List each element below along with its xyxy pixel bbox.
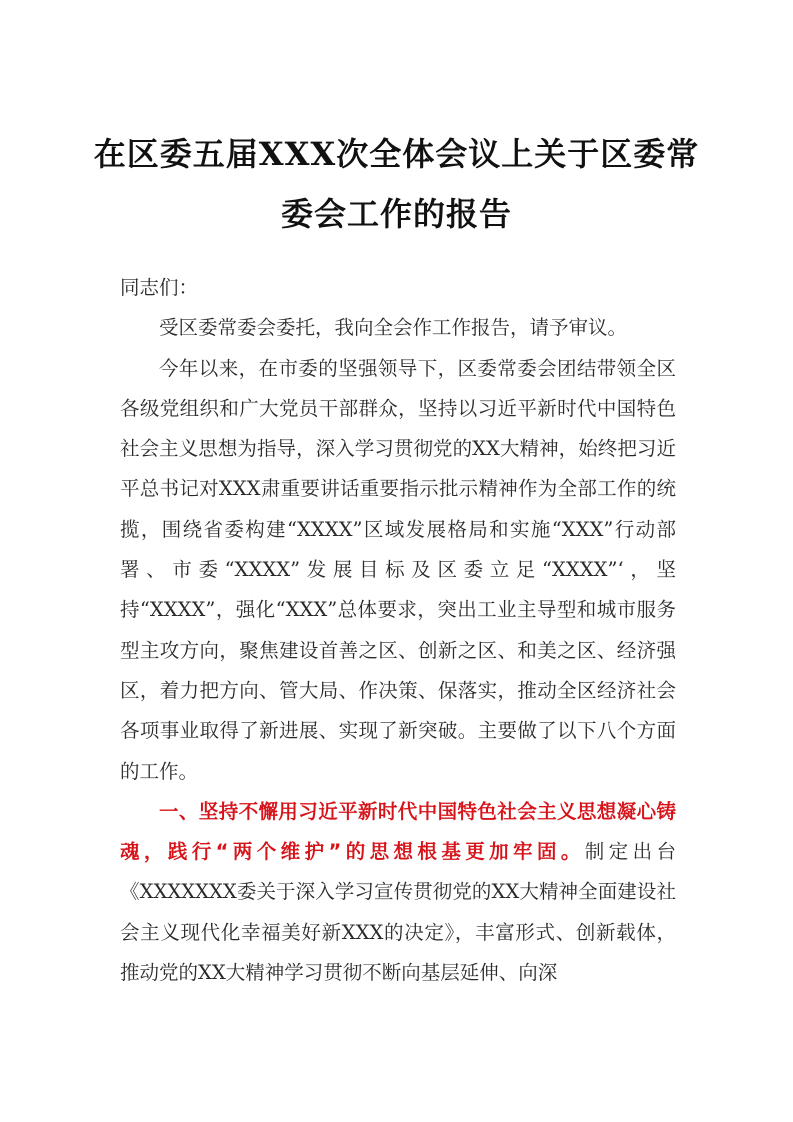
document-title-line-2: 委会工作的报告 [280, 195, 512, 233]
paragraph-2: 今年以来，在市委的坚强领导下，区委常委会团结带领全区各级党组织和广大党员干部群众，坚持以习近平新时代中国特色社会主义思想为指导，深入学习贯彻党的XX大精神，始终把习近平总书记对XXX肃重要讲话重要指示批示精神作为全部工作的统揽，围绕省委构建“XXXX”区域发展格局和实施“XXX”行动部署、市委“XXXX”发展目标及区委立足“XXXX”‘，坚持“XXXX”，强化“XXX”总体要求，突出工业主导型和城市服务型主攻方向，聚焦建设首善之区、创新之区、和美之区、经济强区，着力把方向、管大局、作决策、保落实，推动全区经济社会各项事业取得了新进展、实现了新突破。主要做了以下八个方面的工作。 [120, 356, 676, 783]
paragraph-3 [120, 792, 676, 993]
document-title-line-1: 在区委五届XXX次全体会议上关于区委常 [93, 135, 700, 173]
paragraph-1: 受区委常委会委托，我向全会作工作报告，请予审议。 [159, 316, 628, 340]
section-heading-1: 一、坚持不懈用习近平新时代中国特色社会主义思想凝心铸魂，践行“两个维护”的思想根基更加牢固。 [120, 799, 676, 864]
salutation: 同志们： [120, 276, 199, 299]
document-body [120, 268, 676, 993]
paragraph-3-text: 制定出台《XXXXXXX委关于深入学习宣传贯彻党的XX大精神全面建设社会主义现代化幸福美好新XXX的决定》，丰富形式、创新载体，推动党的XX大精神学习贯彻不断向基层延伸、向深 [120, 840, 676, 985]
